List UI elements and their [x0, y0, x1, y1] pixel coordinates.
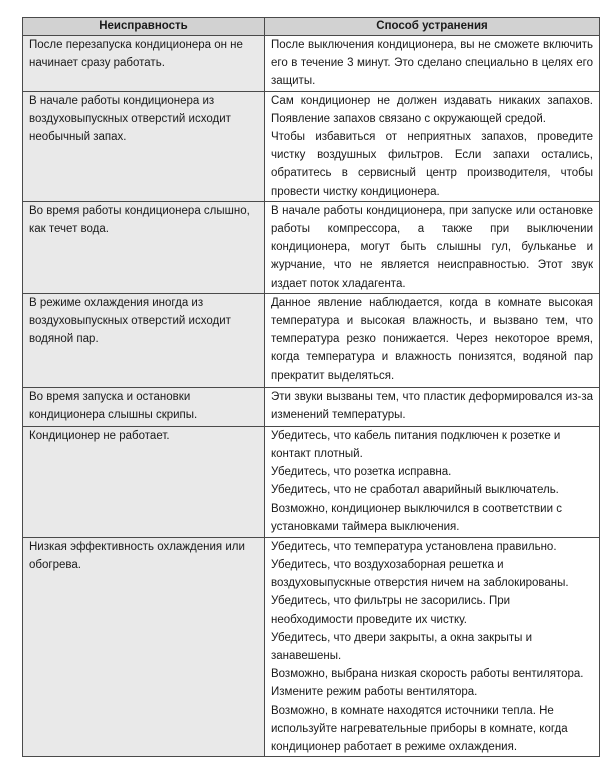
solution-text: Чтобы избавиться от неприятных запахов, проведите чистку воздушных фильтров. Если запахи остались, обратитесь в сервисный центр производителя, чтобы провести чистку кондиционера. [271, 131, 593, 198]
table-row [23, 36, 600, 92]
solution-text: Убедитесь, что воздухозаборная решетка и воздуховыпускные отверстия ничем на заблокированы. [271, 559, 569, 590]
problem-cell: В режиме охлаждения иногда из воздуховыпускных отверстий исходит водяной пар. [23, 293, 265, 387]
solution-text: Возможно, выбрана низкая скорость работы вентилятора. [271, 668, 584, 681]
problem-cell: После перезапуска кондиционера он не начинает сразу работать. [23, 36, 265, 92]
solution-cell [265, 387, 600, 426]
solution-cell [265, 91, 600, 201]
table-row [23, 91, 600, 201]
solution-cell [265, 426, 600, 537]
header-solution: Способ устранения [265, 18, 600, 36]
solution-text: Убедитесь, что розетка исправна. [271, 466, 452, 479]
solution-text: Возможно, в комнате находятся источники тепла. Не используйте нагревательные приборы в комнате, когда кондиционер работает в режиме охлаждения. [271, 704, 568, 754]
troubleshooting-table [22, 17, 600, 757]
solution-text: В начале работы кондиционера, при запуске или остановке работы компрессора, а также при выключении кондиционера, могут быть слышны гул, бульканье и журчание, что не является неисправностью. Этот звук издает поток хладагента. [271, 204, 593, 290]
table-row [23, 426, 600, 537]
solution-cell [265, 36, 600, 92]
solution-text: Убедитесь, что температура установлена правильно. [271, 540, 557, 553]
solution-cell [265, 537, 600, 756]
solution-text: Убедитесь, что фильтры не засорились. При необходимости проведите их чистку. [271, 595, 511, 626]
solution-cell [265, 201, 600, 293]
problem-cell: Кондиционер не работает. [23, 426, 265, 537]
solution-text: После выключения кондиционера, вы не сможете включить его в течение 3 минут. Это сделано специально в целях его защиты. [271, 39, 593, 88]
solution-text: Убедитесь, что кабель питания подключен к розетке и контакт плотный. [271, 429, 561, 461]
table-row [23, 201, 600, 293]
problem-cell: В начале работы кондиционера из воздуховыпускных отверстий исходит необычный запах. [23, 91, 265, 201]
solution-text: Сам кондиционер не должен издавать никаких запахов. Появление запахов связано с окружающей средой. [271, 94, 593, 125]
solution-text: Эти звуки вызваны тем, что пластик деформировался из-за изменений температуры. [271, 390, 593, 422]
table-header-row [23, 18, 600, 36]
problem-cell: Во время работы кондиционера слышно, как течет вода. [23, 201, 265, 293]
table-row [23, 537, 600, 756]
solution-cell [265, 293, 600, 387]
table-row [23, 387, 600, 426]
solution-text: Убедитесь, что не сработал аварийный выключатель. [271, 484, 559, 497]
solution-text: Возможно, кондиционер выключился в соответствии с установками таймера выключения. [271, 502, 562, 533]
header-problem: Неисправность [23, 18, 265, 36]
problem-cell: Низкая эффективность охлаждения или обогрева. [23, 537, 265, 756]
table-row [23, 293, 600, 387]
solution-text: Убедитесь, что двери закрыты, а окна закрыты и занавешены. [271, 631, 533, 663]
solution-text: Измените режим работы вентилятора. [271, 686, 478, 699]
solution-text: Данное явление наблюдается, когда в комнате высокая температура и высокая влажность, и вызвано тем, что температура резко понижается. Через некоторое время, когда температура и влажность понизятся, водяной пар прекратит выделяться. [271, 296, 593, 382]
problem-cell: Во время запуска и остановки кондиционера слышны скрипы. [23, 387, 265, 426]
